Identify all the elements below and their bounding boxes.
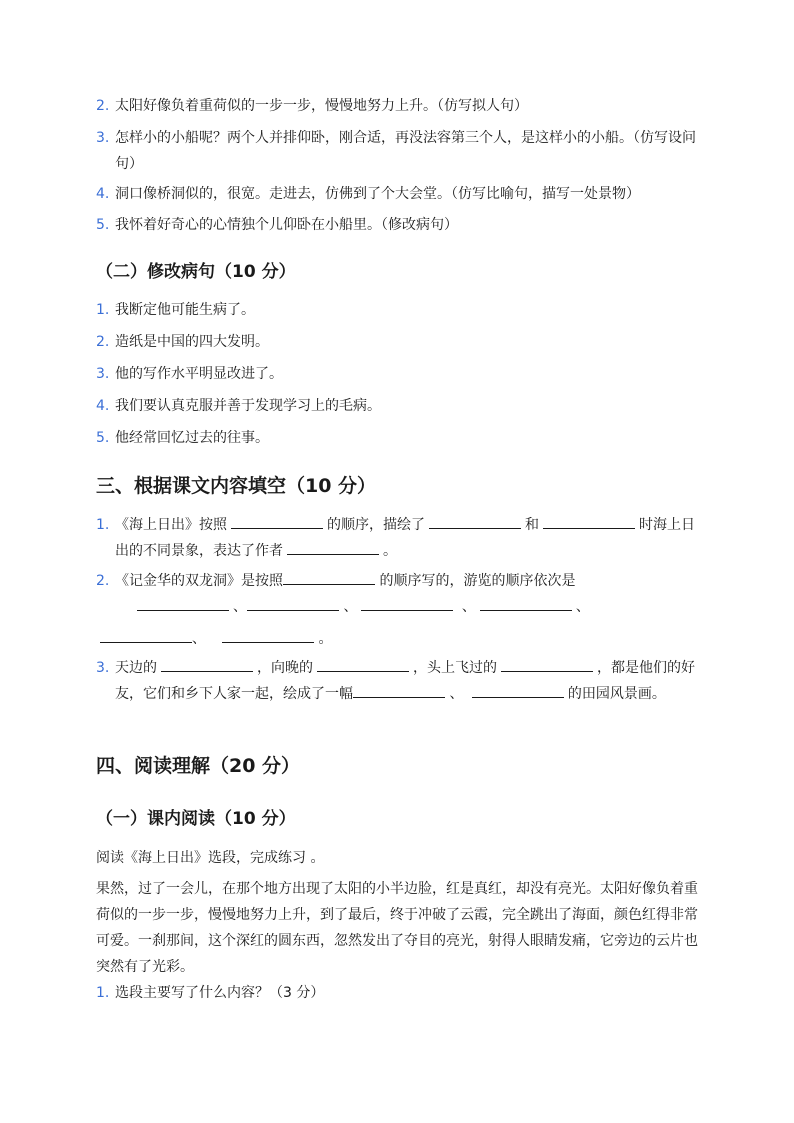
list-number: 5.: [96, 430, 110, 446]
fill-text: 的田园风景画。: [567, 686, 666, 702]
fill-text: 的顺序，描绘了: [327, 517, 425, 533]
list-text: 太阳好像负着重荷似的一步一步，慢慢地努力上升。（仿写拟人句）: [115, 98, 528, 114]
separator: 、: [575, 599, 590, 615]
separator: 、: [343, 599, 358, 615]
fill-continuation: [115, 594, 715, 620]
list-item: [96, 125, 696, 177]
answer-blank[interactable]: [231, 515, 323, 529]
fill-text: 。: [383, 543, 397, 559]
section-heading: （一）课内阅读（10 分）: [96, 809, 296, 829]
answer-blank[interactable]: [361, 597, 453, 611]
fill-text: 《海上日出》按照: [115, 517, 227, 533]
list-number: 1.: [96, 985, 110, 1001]
answer-blank[interactable]: [283, 571, 375, 585]
list-number: 4.: [96, 186, 110, 202]
answer-blank[interactable]: [161, 658, 253, 672]
list-number: 4.: [96, 398, 110, 414]
list-item: [96, 361, 696, 387]
list-text: 洞口像桥洞似的，很宽。走进去，仿佛到了个大会堂。（仿写比喻句，描写一处景物）: [115, 186, 640, 202]
list-text: 怎样小的小船呢？两个人并排仰卧，刚合适，再没法容第三个人，是这样小的小船。（仿写设问句）: [115, 130, 696, 172]
list-item: [96, 212, 696, 238]
fill-text: 的顺序写的，游览的顺序依次是: [379, 573, 576, 589]
list-item: [96, 181, 696, 207]
list-item: [96, 425, 696, 451]
list-number: 2.: [96, 334, 110, 350]
reading-passage: 果然，过了一会儿，在那个地方出现了太阳的小半边脸，红是真红，却没有亮光。太阳好像负着重荷似的一步一步，慢慢地努力上升，到了最后，终于冲破了云霞，完全跳出了海面，颜色红得非常可爱。一刹那间，这个深红的圆东西，忽然发出了夺目的亮光，射得人眼睛发痛，它旁边的云片也突然有了光彩。: [96, 881, 698, 975]
answer-blank[interactable]: [472, 684, 564, 698]
answer-blank[interactable]: [480, 597, 572, 611]
fill-question: [96, 568, 696, 594]
answer-blank[interactable]: [222, 629, 314, 643]
list-text: 我断定他可能生病了。: [115, 302, 255, 318]
list-number: 5.: [96, 217, 110, 233]
answer-blank[interactable]: [137, 597, 229, 611]
fill-question: [96, 655, 696, 707]
list-item: [96, 93, 696, 119]
answer-blank[interactable]: [429, 515, 521, 529]
separator: 、: [461, 599, 476, 615]
list-text: 我们要认真克服并善于发现学习上的毛病。: [115, 398, 381, 414]
answer-blank[interactable]: [317, 658, 409, 672]
answer-blank[interactable]: [100, 629, 192, 643]
section-heading: 三、根据课文内容填空（10 分）: [96, 475, 377, 497]
section-heading: （二）修改病句（10 分）: [96, 262, 296, 282]
list-text: 我怀着好奇心的心情独个儿仰卧在小船里。（修改病句）: [115, 217, 458, 233]
fill-text: 天边的: [115, 660, 157, 676]
answer-blank[interactable]: [501, 658, 593, 672]
list-text: 造纸是中国的四大发明。: [115, 334, 269, 350]
fill-question: [96, 512, 696, 564]
list-number: 3.: [96, 130, 110, 146]
list-text: 选段主要写了什么内容？（3 分）: [115, 985, 325, 1001]
list-item: [96, 297, 696, 323]
list-text: 他的写作水平明显改进了。: [115, 366, 283, 382]
fill-text: ，都是他们的好友，它们和乡下人家一起，绘成了一幅: [115, 660, 695, 702]
list-item: [96, 329, 696, 355]
fill-text: 时海上日出的不同景象，表达了作者: [115, 517, 695, 559]
answer-blank[interactable]: [353, 684, 445, 698]
list-number: 2.: [96, 98, 110, 114]
separator: 。: [318, 631, 333, 647]
list-number: 1.: [96, 302, 110, 318]
reading-question: [96, 980, 696, 1006]
answer-blank[interactable]: [543, 515, 635, 529]
fill-text: ，向晚的: [257, 660, 313, 676]
list-number: 3.: [96, 366, 110, 382]
fill-continuation: [100, 626, 700, 652]
list-number: 1.: [96, 517, 110, 533]
separator: 、: [233, 599, 247, 615]
list-item: [96, 393, 696, 419]
fill-text: 和: [525, 517, 539, 533]
list-number: 2.: [96, 573, 110, 589]
list-number: 3.: [96, 660, 110, 676]
answer-blank[interactable]: [287, 541, 379, 555]
fill-text: 《记金华的双龙洞》是按照: [115, 573, 283, 589]
separator: 、: [192, 631, 206, 647]
fill-text: ，头上飞过的: [413, 660, 497, 676]
list-text: 他经常回忆过去的往事。: [115, 430, 269, 446]
reading-intro: 阅读《海上日出》选段，完成练习 。: [96, 850, 325, 866]
answer-blank[interactable]: [247, 597, 339, 611]
separator: 、: [449, 686, 464, 702]
section-heading: 四、阅读理解（20 分）: [96, 755, 301, 777]
